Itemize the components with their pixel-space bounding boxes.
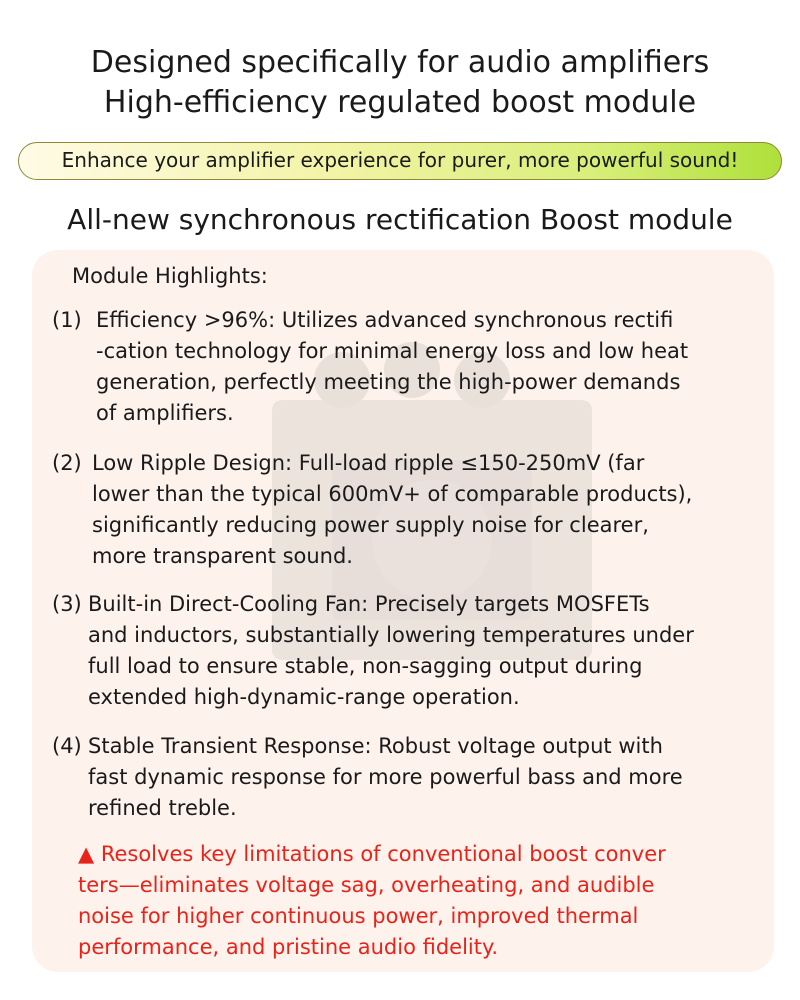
item-text-line: more transparent sound.: [92, 544, 353, 568]
item-text-line: lower than the typical 600mV+ of comparable products),: [92, 482, 693, 506]
note-line: ▲ Resolves key limitations of conventional boost conver: [78, 842, 666, 866]
highlight-item-3: [52, 589, 694, 713]
highlight-item-1: [52, 305, 688, 429]
item-number: (4): [52, 734, 82, 758]
item-text-line: Built-in Direct-Cooling Fan: Precisely targets MOSFETs: [88, 592, 650, 616]
note-line: performance, and pristine audio fidelity.: [78, 935, 499, 959]
slogan-banner: Enhance your amplifier experience for purer, more powerful sound!: [18, 142, 782, 180]
subtitle: All-new synchronous rectification Boost module: [67, 203, 733, 236]
item-text-line: extended high-dynamic-range operation.: [88, 685, 520, 709]
highlights-heading: Module Highlights:: [72, 264, 268, 288]
item-text-line: full load to ensure stable, non-sagging output during: [88, 654, 643, 678]
highlight-item-4: [52, 731, 683, 824]
title-line-2: High-efficiency regulated boost module: [103, 85, 697, 120]
item-number: (3): [52, 592, 82, 616]
item-text-line: Stable Transient Response: Robust voltage output with: [88, 734, 663, 758]
item-text-line: generation, perfectly meeting the high-power demands: [96, 370, 681, 394]
key-limitations-note: [78, 839, 666, 963]
title-line-1: Designed specifically for audio amplifiers: [90, 45, 710, 80]
item-number: (2): [52, 451, 82, 475]
note-line: noise for higher continuous power, improved thermal: [78, 904, 639, 928]
note-line: ters—eliminates voltage sag, overheating, and audible: [78, 873, 655, 897]
item-text-line: Low Ripple Design: Full-load ripple ≤150-250mV (far: [92, 451, 645, 475]
item-text-line: -cation technology for minimal energy loss and low heat: [96, 339, 689, 363]
item-text-line: of amplifiers.: [96, 401, 234, 425]
item-text-line: and inductors, substantially lowering temperatures under: [88, 623, 694, 647]
item-text-line: refined treble.: [88, 796, 237, 820]
item-text-line: Efficiency >96%: Utilizes advanced synchronous rectifi: [96, 308, 674, 332]
item-text-line: fast dynamic response for more powerful bass and more: [88, 765, 683, 789]
item-text-line: significantly reducing power supply noise for clearer,: [92, 513, 649, 537]
item-number: (1): [52, 308, 82, 332]
highlight-item-2: [52, 448, 692, 572]
